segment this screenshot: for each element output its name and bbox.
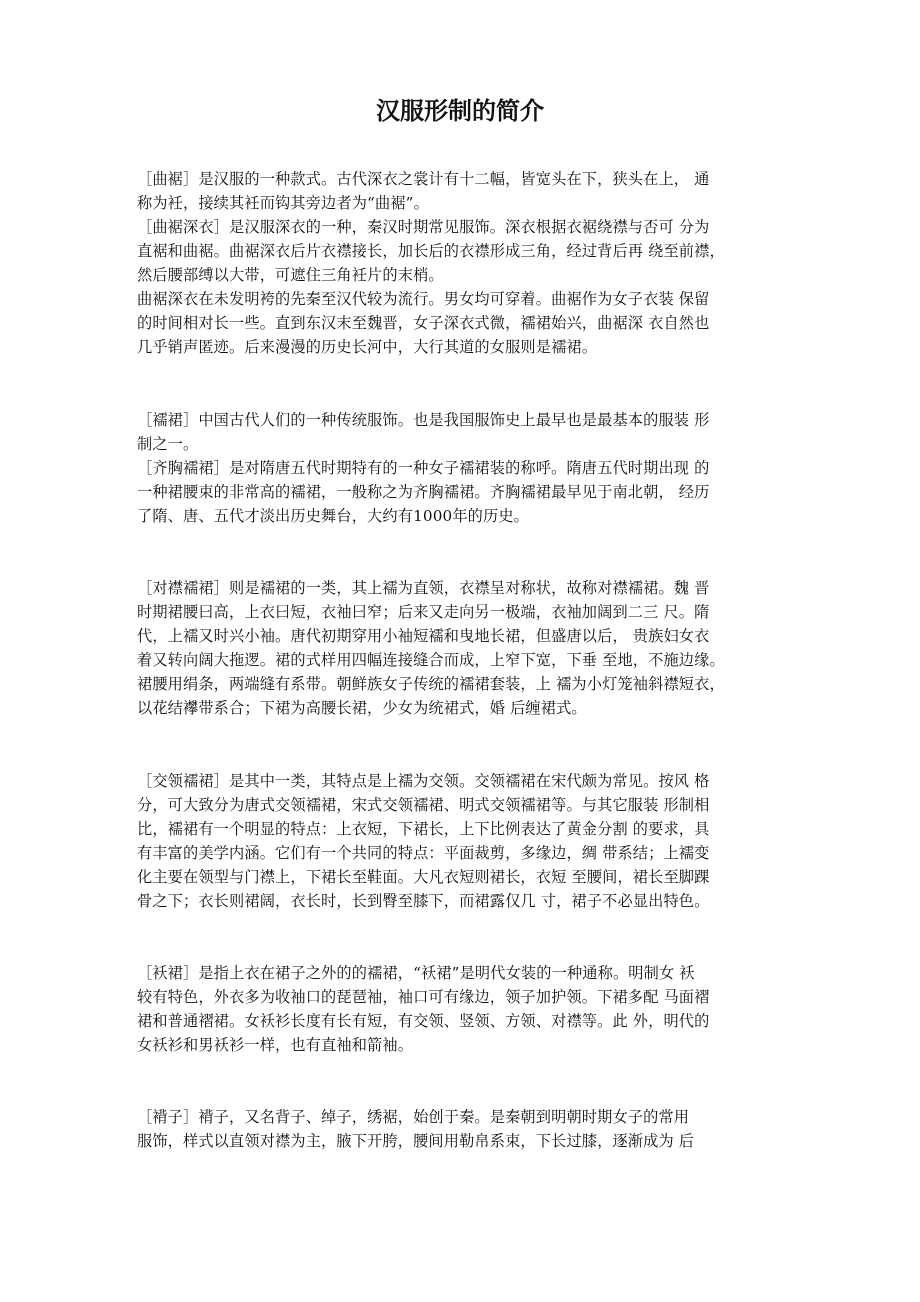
paragraph-line: 着又转向阔大拖逻。裙的式样用四幅连接缝合而成，上窄下宽，下垂 至地，不施边缘。 — [137, 651, 725, 669]
paragraph-line: 较有特色，外衣多为收袖口的琵琶袖，袖口可有缘边，领子加护领。下裙多配 马面褶 — [137, 988, 710, 1006]
paragraph-line: 了隋、唐、五代才淡出历史舞台，大约有1000年的历史。 — [137, 507, 530, 525]
paragraph-line: 直裾和曲裾。曲裾深衣后片衣襟接长，加长后的衣襟形成三角，经过背后再 绕至前襟， — [137, 242, 725, 260]
paragraph-line: ［交领襦裙］是其中一类，其特点是上襦为交领。交领襦裙在宋代颇为常见。按风 格 — [137, 772, 710, 790]
paragraph-line: 骨之下；衣长则裙阔，衣长时，长到臀至膝下，而裙露仅几 寸，裙子不必显出特色。 — [137, 892, 710, 910]
paragraph-line: ［曲裾深衣］是汉服深衣的一种，秦汉时期常见服饰。深衣根据衣裾绕襟与否可 分为 — [137, 218, 710, 236]
paragraph-line: 裙和普通褶裙。女袄衫长度有长有短，有交领、竖领、方领、对襟等。此 外，明代的 — [137, 1012, 710, 1030]
paragraph-line: 代，上襦又时兴小袖。唐代初期穿用小袖短襦和曳地长裙，但盛唐以后， 贵族妇女衣 — [137, 627, 710, 645]
section-qu-ju — [137, 167, 797, 359]
paragraph-line: 几乎销声匿迹。后来漫漫的历史长河中，大行其道的女服则是襦裙。 — [137, 338, 598, 356]
paragraph-line: 分，可大致分为唐式交领襦裙，宋式交领襦裙、明式交领襦裙等。与其它服装 形制相 — [137, 796, 710, 814]
paragraph-line: ［曲裾］是汉服的一种款式。古代深衣之裳计有十二幅，皆宽头在下，狭头在上， 通 — [137, 170, 710, 188]
paragraph-line: 有丰富的美学内涵。它们有一个共同的特点：平面裁剪，多缘边，绸 带系结；上襦变 — [137, 844, 710, 862]
paragraph-line: 的时间相对长一些。直到东汉末至魏晋，女子深衣式微，襦裙始兴，曲裾深 衣自然也 — [137, 314, 710, 332]
section-bei-zi — [137, 1105, 797, 1153]
page-title: 汉服形制的简介 — [376, 97, 544, 125]
paragraph-line: ［对襟襦裙］则是襦裙的一类，其上襦为直领，衣襟呈对称状，故称对襟襦裙。魏 晋 — [137, 579, 710, 597]
paragraph-line: 时期裙腰曰高，上衣曰短，衣袖曰窄；后来又走向另一极端，衣袖加阔到二三 尺。隋 — [137, 603, 710, 621]
paragraph-line: 称为衽，接续其衽而钩其旁边者为“曲裾”。 — [137, 194, 429, 212]
section-ru-qun — [137, 408, 797, 528]
section-dui-jin-ru-qun — [137, 576, 797, 720]
paragraph-line: ［襦裙］中国古代人们的一种传统服饰。也是我国服饰史上最早也是最基本的服装 形 — [137, 411, 710, 429]
paragraph-line: 一种裙腰束的非常高的襦裙，一般称之为齐胸襦裙。齐胸襦裙最早见于南北朝， 经历 — [137, 483, 710, 501]
paragraph-line: ［齐胸襦裙］是对隋唐五代时期特有的一种女子襦裙装的称呼。隋唐五代时期出现 的 — [137, 459, 710, 477]
paragraph-line: ［褙子］褙子，又名背子、绰子，绣裾，始创于秦。是秦朝到明朝时期女子的常用 — [137, 1108, 690, 1126]
paragraph-line: 以花结襻带系合；下裙为高腰长裙，少女为统裙式，婚 后缠裙式。 — [137, 699, 587, 717]
paragraph-line: 制之一。 — [137, 435, 199, 453]
paragraph-line: 然后腰部缚以大带，可遮住三角衽片的末梢。 — [137, 266, 444, 284]
paragraph-line: 裙腰用绢条，两端缝有系带。朝鲜族女子传统的襦裙套装，上 襦为小灯笼袖斜襟短衣， — [137, 675, 725, 693]
paragraph-line: ［袄裙］是指上衣在裙子之外的的襦裙，“袄裙”是明代女装的一种通称。明制女 袄 — [137, 964, 695, 982]
section-ao-qun — [137, 961, 797, 1057]
paragraph-line: 化主要在领型与门襟上，下裙长至鞋面。大凡衣短则裙长，衣短 至腰间，裙长至脚踝 — [137, 868, 710, 886]
paragraph-line: 服饰，样式以直领对襟为主，腋下开胯，腰间用勒帛系束，下长过膝，逐渐成为 后 — [137, 1132, 695, 1150]
paragraph-line: 女袄衫和男袄衫一样，也有直袖和箭袖。 — [137, 1036, 414, 1054]
paragraph-line: 比，襦裙有一个明显的特点：上衣短，下裙长，上下比例表达了黄金分割 的要求，具 — [137, 820, 710, 838]
paragraph-line: 曲裾深衣在未发明袴的先秦至汉代较为流行。男女均可穿着。曲裾作为女子衣装 保留 — [137, 290, 710, 308]
section-jiao-ling-ru-qun — [137, 769, 797, 913]
